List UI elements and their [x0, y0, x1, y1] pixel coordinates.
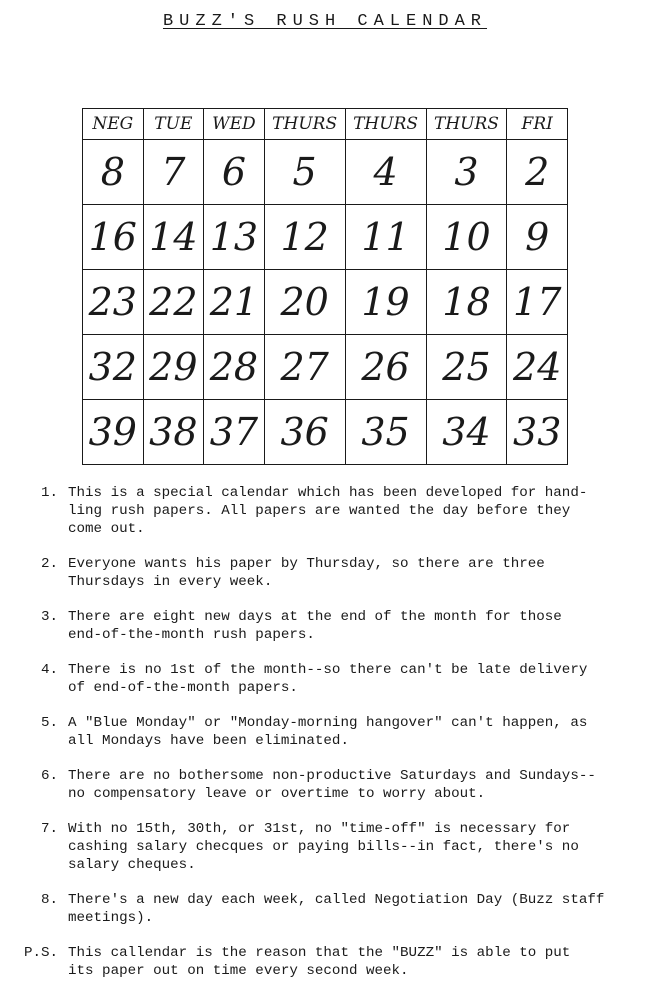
calendar-day-cell: 14 — [143, 205, 204, 270]
note-number: 2. — [40, 556, 58, 572]
note-text: There are no bothersome non-productive Saturdays and Sundays-- no compensatory leave or overtime to worry about. — [68, 768, 596, 802]
calendar-day-cell: 18 — [426, 270, 507, 335]
calendar-day-cell: 20 — [264, 270, 345, 335]
calendar-day-cell: 37 — [204, 400, 265, 465]
note-number: 7. — [40, 821, 58, 837]
calendar-day-cell: 32 — [83, 335, 144, 400]
calendar-week-row — [83, 400, 568, 465]
calendar-header-row — [83, 109, 568, 140]
calendar-week-row — [83, 335, 568, 400]
calendar-day-cell: 22 — [143, 270, 204, 335]
calendar-day-cell: 6 — [204, 140, 265, 205]
note-item — [0, 555, 650, 591]
calendar-day-cell: 17 — [507, 270, 568, 335]
calendar-day-cell: 29 — [143, 335, 204, 400]
note-item — [0, 820, 650, 874]
calendar-week-row — [83, 270, 568, 335]
calendar-day-cell: 28 — [204, 335, 265, 400]
calendar-day-cell: 36 — [264, 400, 345, 465]
note-number: 5. — [40, 715, 58, 731]
calendar-day-cell: 2 — [507, 140, 568, 205]
note-number: 6. — [40, 768, 58, 784]
day-header: TUE — [143, 109, 204, 140]
day-header: THURS — [426, 109, 507, 140]
calendar-day-cell: 12 — [264, 205, 345, 270]
rush-calendar-table — [82, 108, 568, 465]
calendar-day-cell: 4 — [345, 140, 426, 205]
calendar-day-cell: 13 — [204, 205, 265, 270]
calendar-day-cell: 5 — [264, 140, 345, 205]
note-text: There are eight new days at the end of the month for those end-of-the-month rush papers. — [68, 609, 562, 643]
calendar-day-cell: 10 — [426, 205, 507, 270]
calendar-day-cell: 8 — [83, 140, 144, 205]
day-header: THURS — [264, 109, 345, 140]
day-header: NEG — [83, 109, 144, 140]
calendar-day-cell: 27 — [264, 335, 345, 400]
notes-list — [0, 484, 650, 997]
note-item — [0, 767, 650, 803]
note-item — [0, 714, 650, 750]
calendar-week-row — [83, 205, 568, 270]
note-number: 1. — [40, 485, 58, 501]
calendar-day-cell: 3 — [426, 140, 507, 205]
note-number: 8. — [40, 892, 58, 908]
note-text: Everyone wants his paper by Thursday, so there are three Thursdays in every week. — [68, 556, 545, 590]
calendar-day-cell: 35 — [345, 400, 426, 465]
calendar-day-cell: 34 — [426, 400, 507, 465]
calendar-day-cell: 25 — [426, 335, 507, 400]
postscript-item — [0, 944, 650, 980]
page-title: BUZZ'S RUSH CALENDAR — [162, 12, 488, 31]
note-text: There's a new day each week, called Negotiation Day (Buzz staff meetings). — [68, 892, 605, 926]
note-text: With no 15th, 30th, or 31st, no "time-off" is necessary for cashing salary checques or paying bills--in fact, there's no salary cheques. — [68, 821, 579, 873]
note-number: 3. — [40, 609, 58, 625]
calendar-day-cell: 26 — [345, 335, 426, 400]
calendar-day-cell: 16 — [83, 205, 144, 270]
calendar-day-cell: 21 — [204, 270, 265, 335]
note-item — [0, 891, 650, 927]
calendar-day-cell: 9 — [507, 205, 568, 270]
note-number: 4. — [40, 662, 58, 678]
calendar-day-cell: 7 — [143, 140, 204, 205]
calendar-day-cell: 23 — [83, 270, 144, 335]
note-item — [0, 661, 650, 697]
postscript-label: P.S. — [23, 945, 58, 961]
note-item — [0, 484, 650, 538]
note-text: A "Blue Monday" or "Monday-morning hangover" can't happen, as all Mondays have been eliminated. — [68, 715, 588, 749]
note-item — [0, 608, 650, 644]
postscript-text: This callendar is the reason that the "BUZZ" is able to put its paper out on time every second week. — [68, 945, 571, 979]
calendar-day-cell: 24 — [507, 335, 568, 400]
calendar-day-cell: 38 — [143, 400, 204, 465]
calendar-day-cell: 19 — [345, 270, 426, 335]
day-header: THURS — [345, 109, 426, 140]
calendar-week-row — [83, 140, 568, 205]
calendar-day-cell: 33 — [507, 400, 568, 465]
note-text: There is no 1st of the month--so there can't be late delivery of end-of-the-month papers. — [68, 662, 588, 696]
calendar-day-cell: 39 — [83, 400, 144, 465]
calendar-day-cell: 11 — [345, 205, 426, 270]
day-header: FRI — [507, 109, 568, 140]
day-header: WED — [204, 109, 265, 140]
note-text: This is a special calendar which has been developed for hand- ling rush papers. All papers are wanted the day before they come out. — [68, 485, 588, 537]
